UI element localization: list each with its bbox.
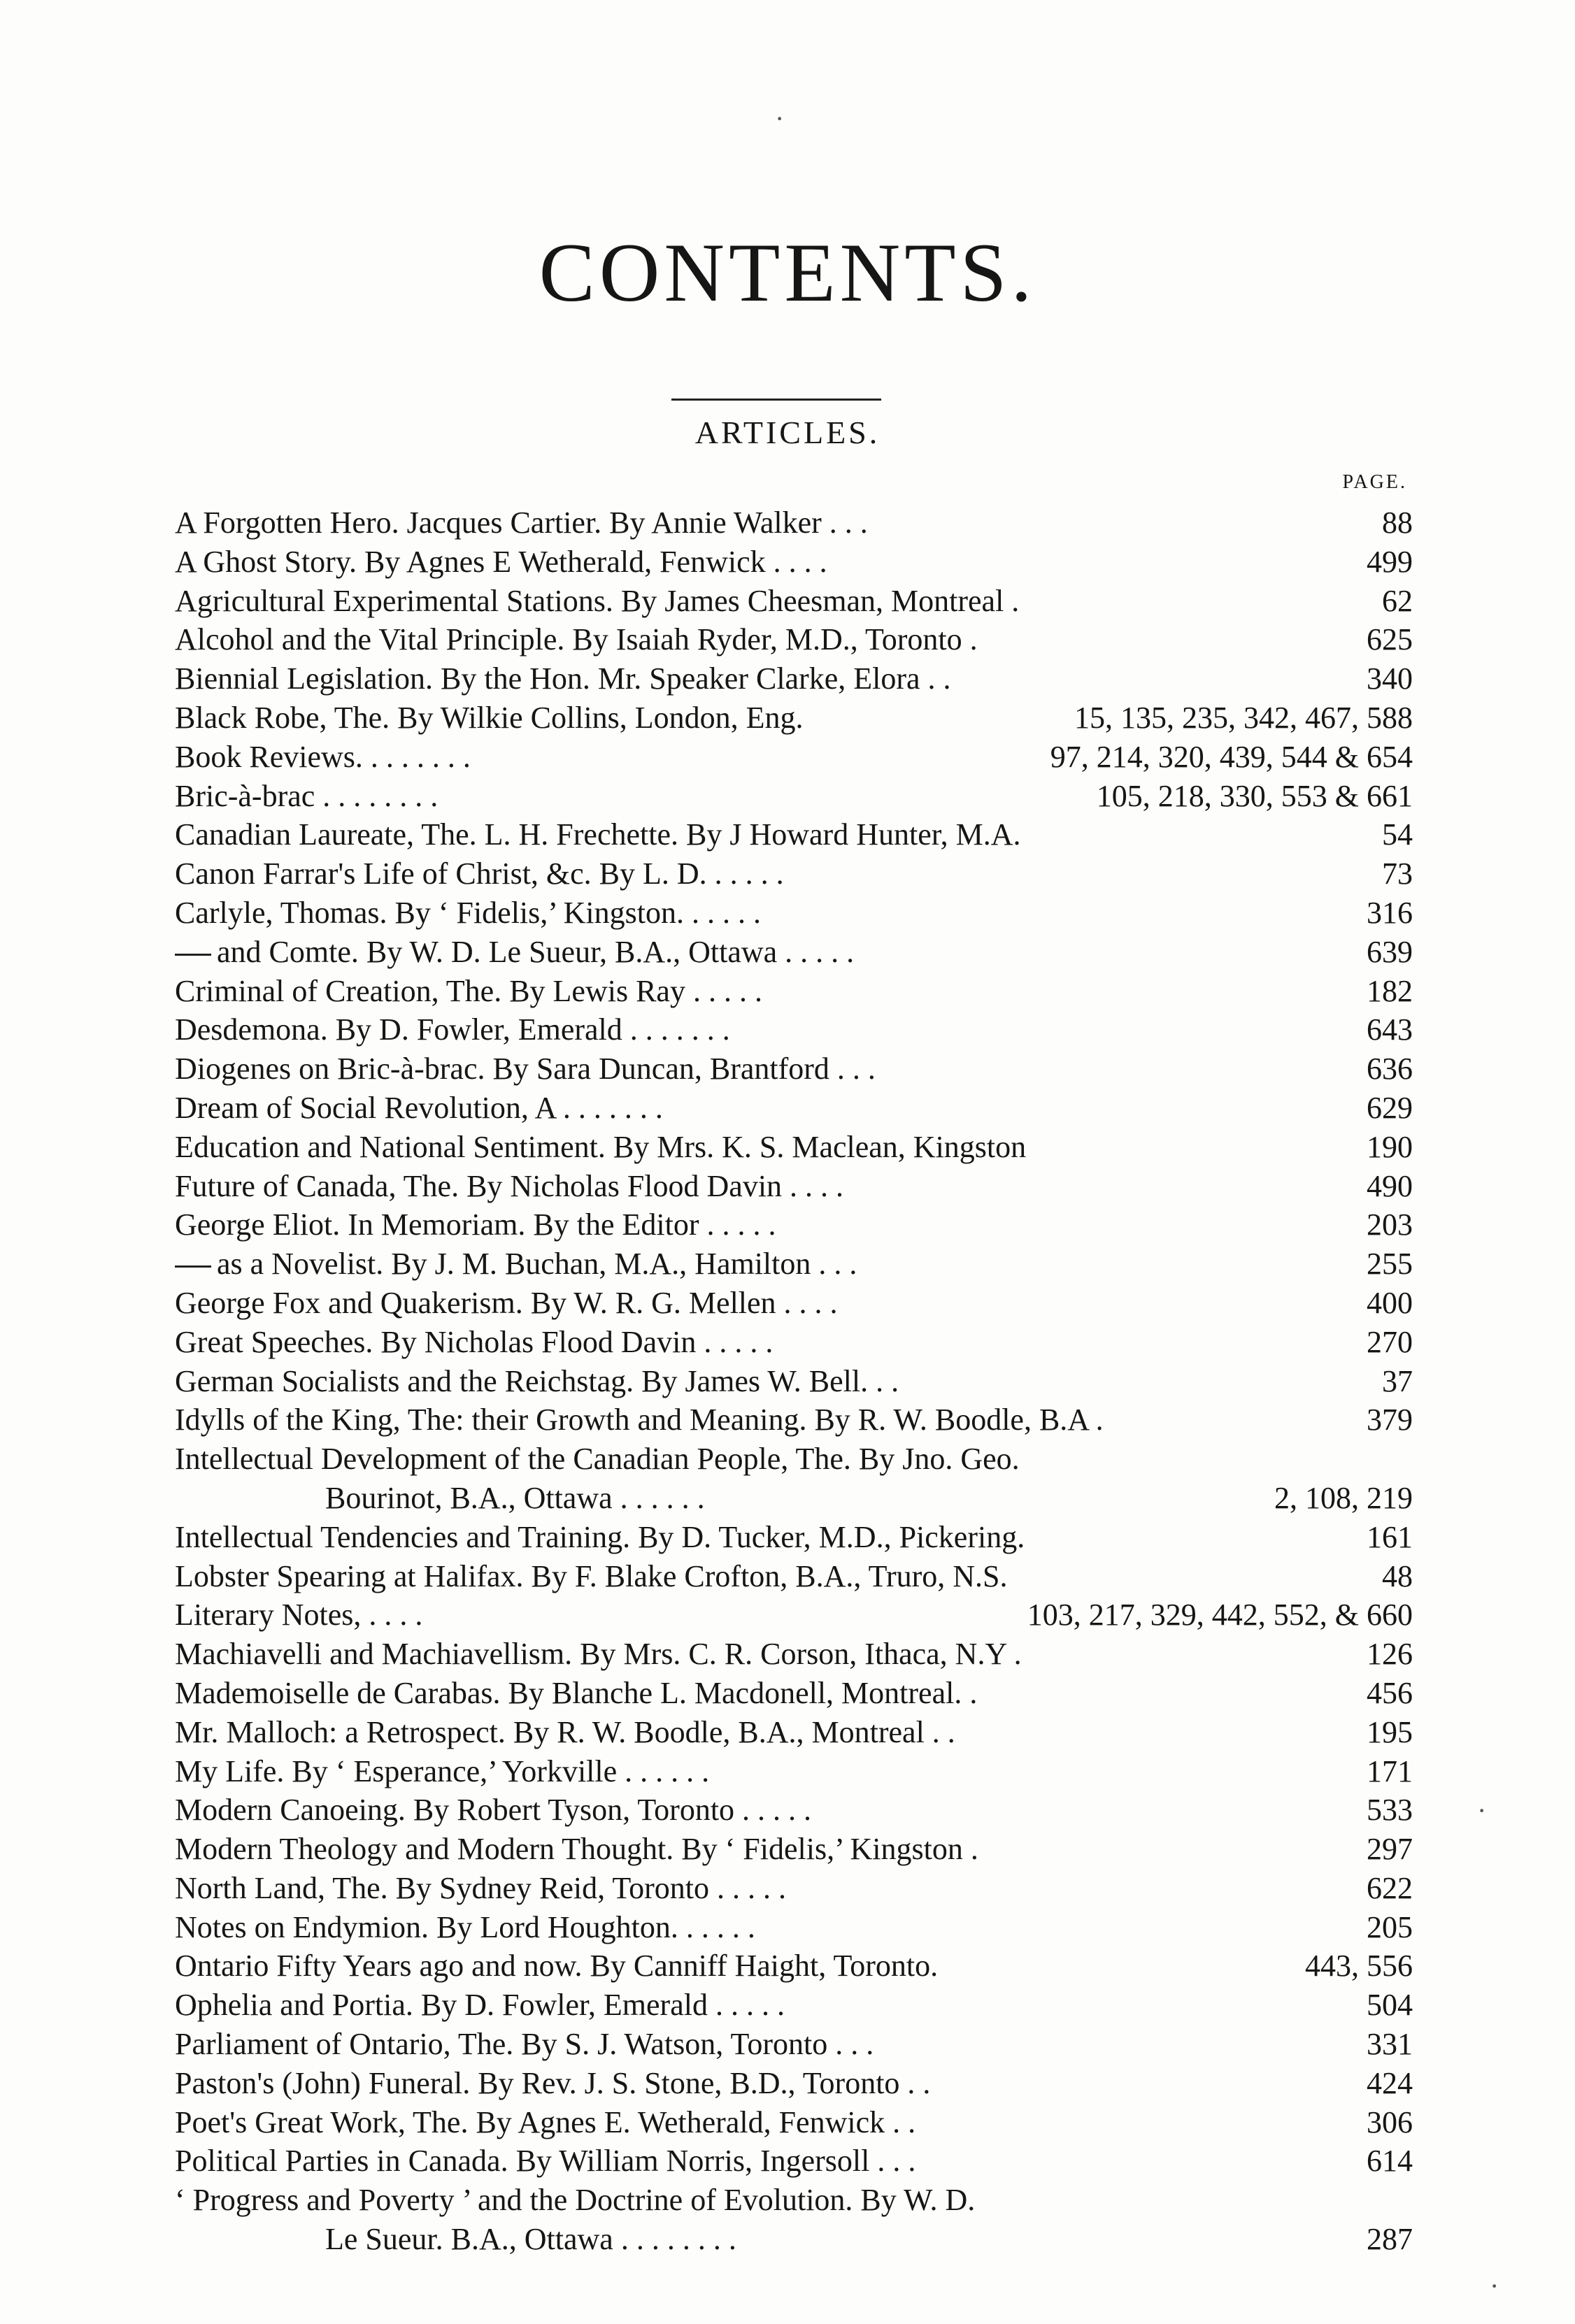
page-title: CONTENTS.: [539, 226, 1036, 319]
contents-entry: [175, 1869, 1413, 1908]
entry-title: Criminal of Creation, The. By Lewis Ray . . . . .: [175, 973, 762, 1008]
contents-entry: [175, 1830, 1413, 1869]
contents-entry: [175, 1674, 1413, 1713]
entry-title: Agricultural Experimental Stations. By James Cheesman, Montreal .: [175, 583, 1020, 618]
entry-title: and Comte. By W. D. Le Sueur, B.A., Ottawa . . . . .: [217, 934, 855, 969]
entry-title: Canon Farrar's Life of Christ, &c. By L. D. . . . . .: [175, 856, 784, 891]
contents-entry: [175, 2142, 1413, 2181]
entry-pages: 126: [1367, 1637, 1413, 1672]
entry-pages: 48: [1382, 1558, 1413, 1593]
entry-title: as a Novelist. By J. M. Buchan, M.A., Hamilton . . .: [217, 1247, 857, 1282]
entry-pages: 643: [1367, 1012, 1413, 1047]
contents-entry: [175, 582, 1413, 621]
entry-pages: 205: [1367, 1909, 1413, 1944]
entry-pages: 37: [1382, 1363, 1413, 1398]
contents-entry: [175, 972, 1413, 1011]
contents-entry: [175, 1205, 1413, 1245]
entry-title: George Fox and Quakerism. By W. R. G. Mellen . . . .: [175, 1285, 838, 1320]
contents-entry: [175, 1049, 1413, 1089]
contents-entry: [175, 1791, 1413, 1830]
entry-pages: 297: [1367, 1832, 1413, 1867]
entry-pages: 629: [1367, 1090, 1413, 1125]
contents-entry: [175, 543, 1413, 582]
entry-title: Alcohol and the Vital Principle. By Isaiah Ryder, M.D., Toronto .: [175, 622, 978, 657]
entry-pages: 15, 135, 235, 342, 467, 588: [1074, 700, 1413, 735]
entry-title: My Life. By ‘ Esperance,’ Yorkville . . . . . .: [175, 1753, 710, 1788]
entry-pages: 379: [1367, 1403, 1413, 1437]
entry-pages: 499: [1367, 544, 1413, 579]
entry-pages: 182: [1367, 973, 1413, 1008]
contents-entry: [175, 698, 1413, 738]
entry-title: Biennial Legislation. By the Hon. Mr. Speaker Clarke, Elora . .: [175, 661, 951, 696]
contents-entry: [175, 854, 1413, 894]
entry-title: Ophelia and Portia. By D. Fowler, Emerald . . . . .: [175, 1988, 785, 2023]
entry-title: Mr. Malloch: a Retrospect. By R. W. Boodle, B.A., Montreal . .: [175, 1714, 955, 1749]
entry-pages: 639: [1367, 934, 1413, 969]
contents-entry: [175, 2025, 1413, 2064]
entry-title: Parliament of Ontario, The. By S. J. Watson, Toronto . . .: [175, 2027, 874, 2062]
entry-title: Future of Canada, The. By Nicholas Flood Davin . . . .: [175, 1168, 844, 1203]
contents-list: [175, 503, 1413, 2259]
contents-entry: [175, 2181, 1413, 2220]
entry-pages: 62: [1382, 583, 1413, 618]
contents-entry: [175, 1946, 1413, 1986]
entry-pages: 622: [1367, 1870, 1413, 1905]
entry-title: Great Speeches. By Nicholas Flood Davin . . . . .: [175, 1324, 774, 1359]
entry-pages: 195: [1367, 1714, 1413, 1749]
contents-entry: [175, 1908, 1413, 1947]
entry-pages: 190: [1367, 1129, 1413, 1164]
contents-entry: [175, 1362, 1413, 1401]
contents-entry: [175, 1440, 1413, 1479]
entry-title: Dream of Social Revolution, A . . . . . . .: [175, 1090, 663, 1125]
entry-pages: 331: [1367, 2027, 1413, 2062]
contents-entry: [175, 1010, 1413, 1049]
contents-entry: [175, 2103, 1413, 2142]
contents-entry: [175, 894, 1413, 933]
entry-title: A Forgotten Hero. Jacques Cartier. By Annie Walker . . .: [175, 505, 868, 540]
entry-title: Diogenes on Bric-à-brac. By Sara Duncan, Brantford . . .: [175, 1052, 876, 1086]
entry-title: Paston's (John) Funeral. By Rev. J. S. Stone, B.D., Toronto . .: [175, 2065, 931, 2100]
entry-title: Book Reviews. . . . . . . .: [175, 739, 471, 774]
entry-pages: 400: [1367, 1285, 1413, 1320]
entry-pages: 88: [1382, 505, 1413, 540]
contents-entry: [175, 1713, 1413, 1752]
contents-entry: [175, 1167, 1413, 1206]
contents-entry: [175, 1400, 1413, 1440]
entry-title: Intellectual Tendencies and Training. By D. Tucker, M.D., Pickering.: [175, 1519, 1025, 1554]
entry-title: Modern Theology and Modern Thought. By ‘ Fidelis,’ Kingston .: [175, 1832, 978, 1867]
contents-entry: [175, 1245, 1413, 1284]
contents-entry: [175, 659, 1413, 698]
contents-entry: [175, 2064, 1413, 2103]
entry-title: Political Parties in Canada. By William Norris, Ingersoll . . .: [175, 2144, 916, 2179]
entry-title: ‘ Progress and Poverty ’ and the Doctrine of Evolution. By W. D.: [175, 2183, 976, 2218]
contents-entry: [175, 1518, 1413, 1557]
entry-pages: 306: [1367, 2104, 1413, 2139]
contents-entry: [175, 777, 1413, 816]
entry-title: North Land, The. By Sydney Reid, Toronto . . . . .: [175, 1870, 787, 1905]
entry-pages: 103, 217, 329, 442, 552, & 660: [1027, 1598, 1413, 1633]
entry-pages: 504: [1367, 1988, 1413, 2023]
entry-pages: 424: [1367, 2065, 1413, 2100]
entry-title: Mademoiselle de Carabas. By Blanche L. Macdonell, Montreal. .: [175, 1675, 978, 1710]
entry-title: Modern Canoeing. By Robert Tyson, Toronto . . . . .: [175, 1793, 812, 1828]
entry-pages: 255: [1367, 1247, 1413, 1282]
entry-pages: 614: [1367, 2144, 1413, 2179]
entry-title: George Eliot. In Memoriam. By the Editor . . . . .: [175, 1207, 776, 1242]
entry-title: Bric-à-brac . . . . . . . .: [175, 778, 439, 813]
entry-title: Black Robe, The. By Wilkie Collins, London, Eng.: [175, 700, 804, 735]
contents-entry: [175, 2220, 1413, 2259]
entry-pages: 533: [1367, 1793, 1413, 1828]
contents-entry: [175, 1284, 1413, 1323]
entry-pages: 54: [1382, 817, 1413, 852]
contents-entry: [175, 620, 1413, 659]
entry-pages: 2, 108, 219: [1274, 1480, 1413, 1515]
entry-pages: 171: [1367, 1753, 1413, 1788]
entry-pages: 73: [1382, 856, 1413, 891]
entry-title: Desdemona. By D. Fowler, Emerald . . . . . . .: [175, 1012, 730, 1047]
entry-pages: 340: [1367, 661, 1413, 696]
contents-entry: [175, 1986, 1413, 2025]
entry-pages: 456: [1367, 1675, 1413, 1710]
stray-mark-bottom: ·: [1490, 2270, 1499, 2302]
entry-pages: 490: [1367, 1168, 1413, 1203]
entry-pages: 625: [1367, 622, 1413, 657]
entry-title: A Ghost Story. By Agnes E Wetherald, Fenwick . . . .: [175, 544, 827, 579]
entry-title: Bourinot, B.A., Ottawa . . . . . .: [325, 1480, 705, 1515]
contents-entry: [175, 1323, 1413, 1362]
section-title: ARTICLES.: [694, 415, 881, 450]
contents-entry: [175, 1089, 1413, 1128]
entry-title: Machiavelli and Machiavellism. By Mrs. C. R. Corson, Ithaca, N.Y .: [175, 1637, 1022, 1672]
entry-title: Lobster Spearing at Halifax. By F. Blake Crofton, B.A., Truro, N.S.: [175, 1558, 1008, 1593]
contents-entry: [175, 503, 1413, 543]
contents-entry: [175, 1752, 1413, 1791]
contents-entry: [175, 933, 1413, 972]
entry-pages: 105, 218, 330, 553 & 661: [1096, 778, 1413, 813]
entry-pages: 443, 556: [1305, 1949, 1413, 1984]
entry-title: German Socialists and the Reichstag. By James W. Bell. . .: [175, 1363, 899, 1398]
contents-entry: [175, 1635, 1413, 1674]
entry-title: Poet's Great Work, The. By Agnes E. Wetherald, Fenwick . .: [175, 2104, 916, 2139]
entry-pages: 270: [1367, 1324, 1413, 1359]
entry-title: Ontario Fifty Years ago and now. By Canniff Haight, Toronto.: [175, 1949, 939, 1984]
entry-pages: 203: [1367, 1207, 1413, 1242]
contents-entry: [175, 1595, 1413, 1635]
contents-entry: [175, 1128, 1413, 1167]
entry-title: Canadian Laureate, The. L. H. Frechette. By J Howard Hunter, M.A.: [175, 817, 1021, 852]
stray-mark-right: ·: [1477, 1795, 1487, 1826]
entry-title: Education and National Sentiment. By Mrs. K. S. Maclean, Kingston: [175, 1129, 1027, 1164]
contents-entry: [175, 1479, 1413, 1518]
contents-entry: [175, 815, 1413, 854]
entry-pages: 97, 214, 320, 439, 544 & 654: [1050, 739, 1413, 774]
stray-mark-top: ·: [775, 103, 785, 134]
title-divider: [671, 399, 881, 401]
contents-entry: [175, 738, 1413, 777]
entry-title: Notes on Endymion. By Lord Houghton. . . . . .: [175, 1909, 755, 1944]
entry-pages: 287: [1367, 2222, 1413, 2257]
entry-pages: 636: [1367, 1052, 1413, 1086]
entry-title: Carlyle, Thomas. By ‘ Fidelis,’ Kingston. . . . . .: [175, 895, 761, 930]
entry-title: Intellectual Development of the Canadian People, The. By Jno. Geo.: [175, 1442, 1020, 1477]
entry-title: Literary Notes, . . . .: [175, 1598, 423, 1633]
entry-title: Idylls of the King, The: their Growth and Meaning. By R. W. Boodle, B.A .: [175, 1403, 1104, 1437]
entry-title: Le Sueur. B.A., Ottawa . . . . . . . .: [325, 2222, 736, 2257]
entry-pages: 316: [1367, 895, 1413, 930]
page-column-label: PAGE.: [1342, 471, 1407, 493]
entry-pages: 161: [1367, 1519, 1413, 1554]
contents-entry: [175, 1557, 1413, 1596]
